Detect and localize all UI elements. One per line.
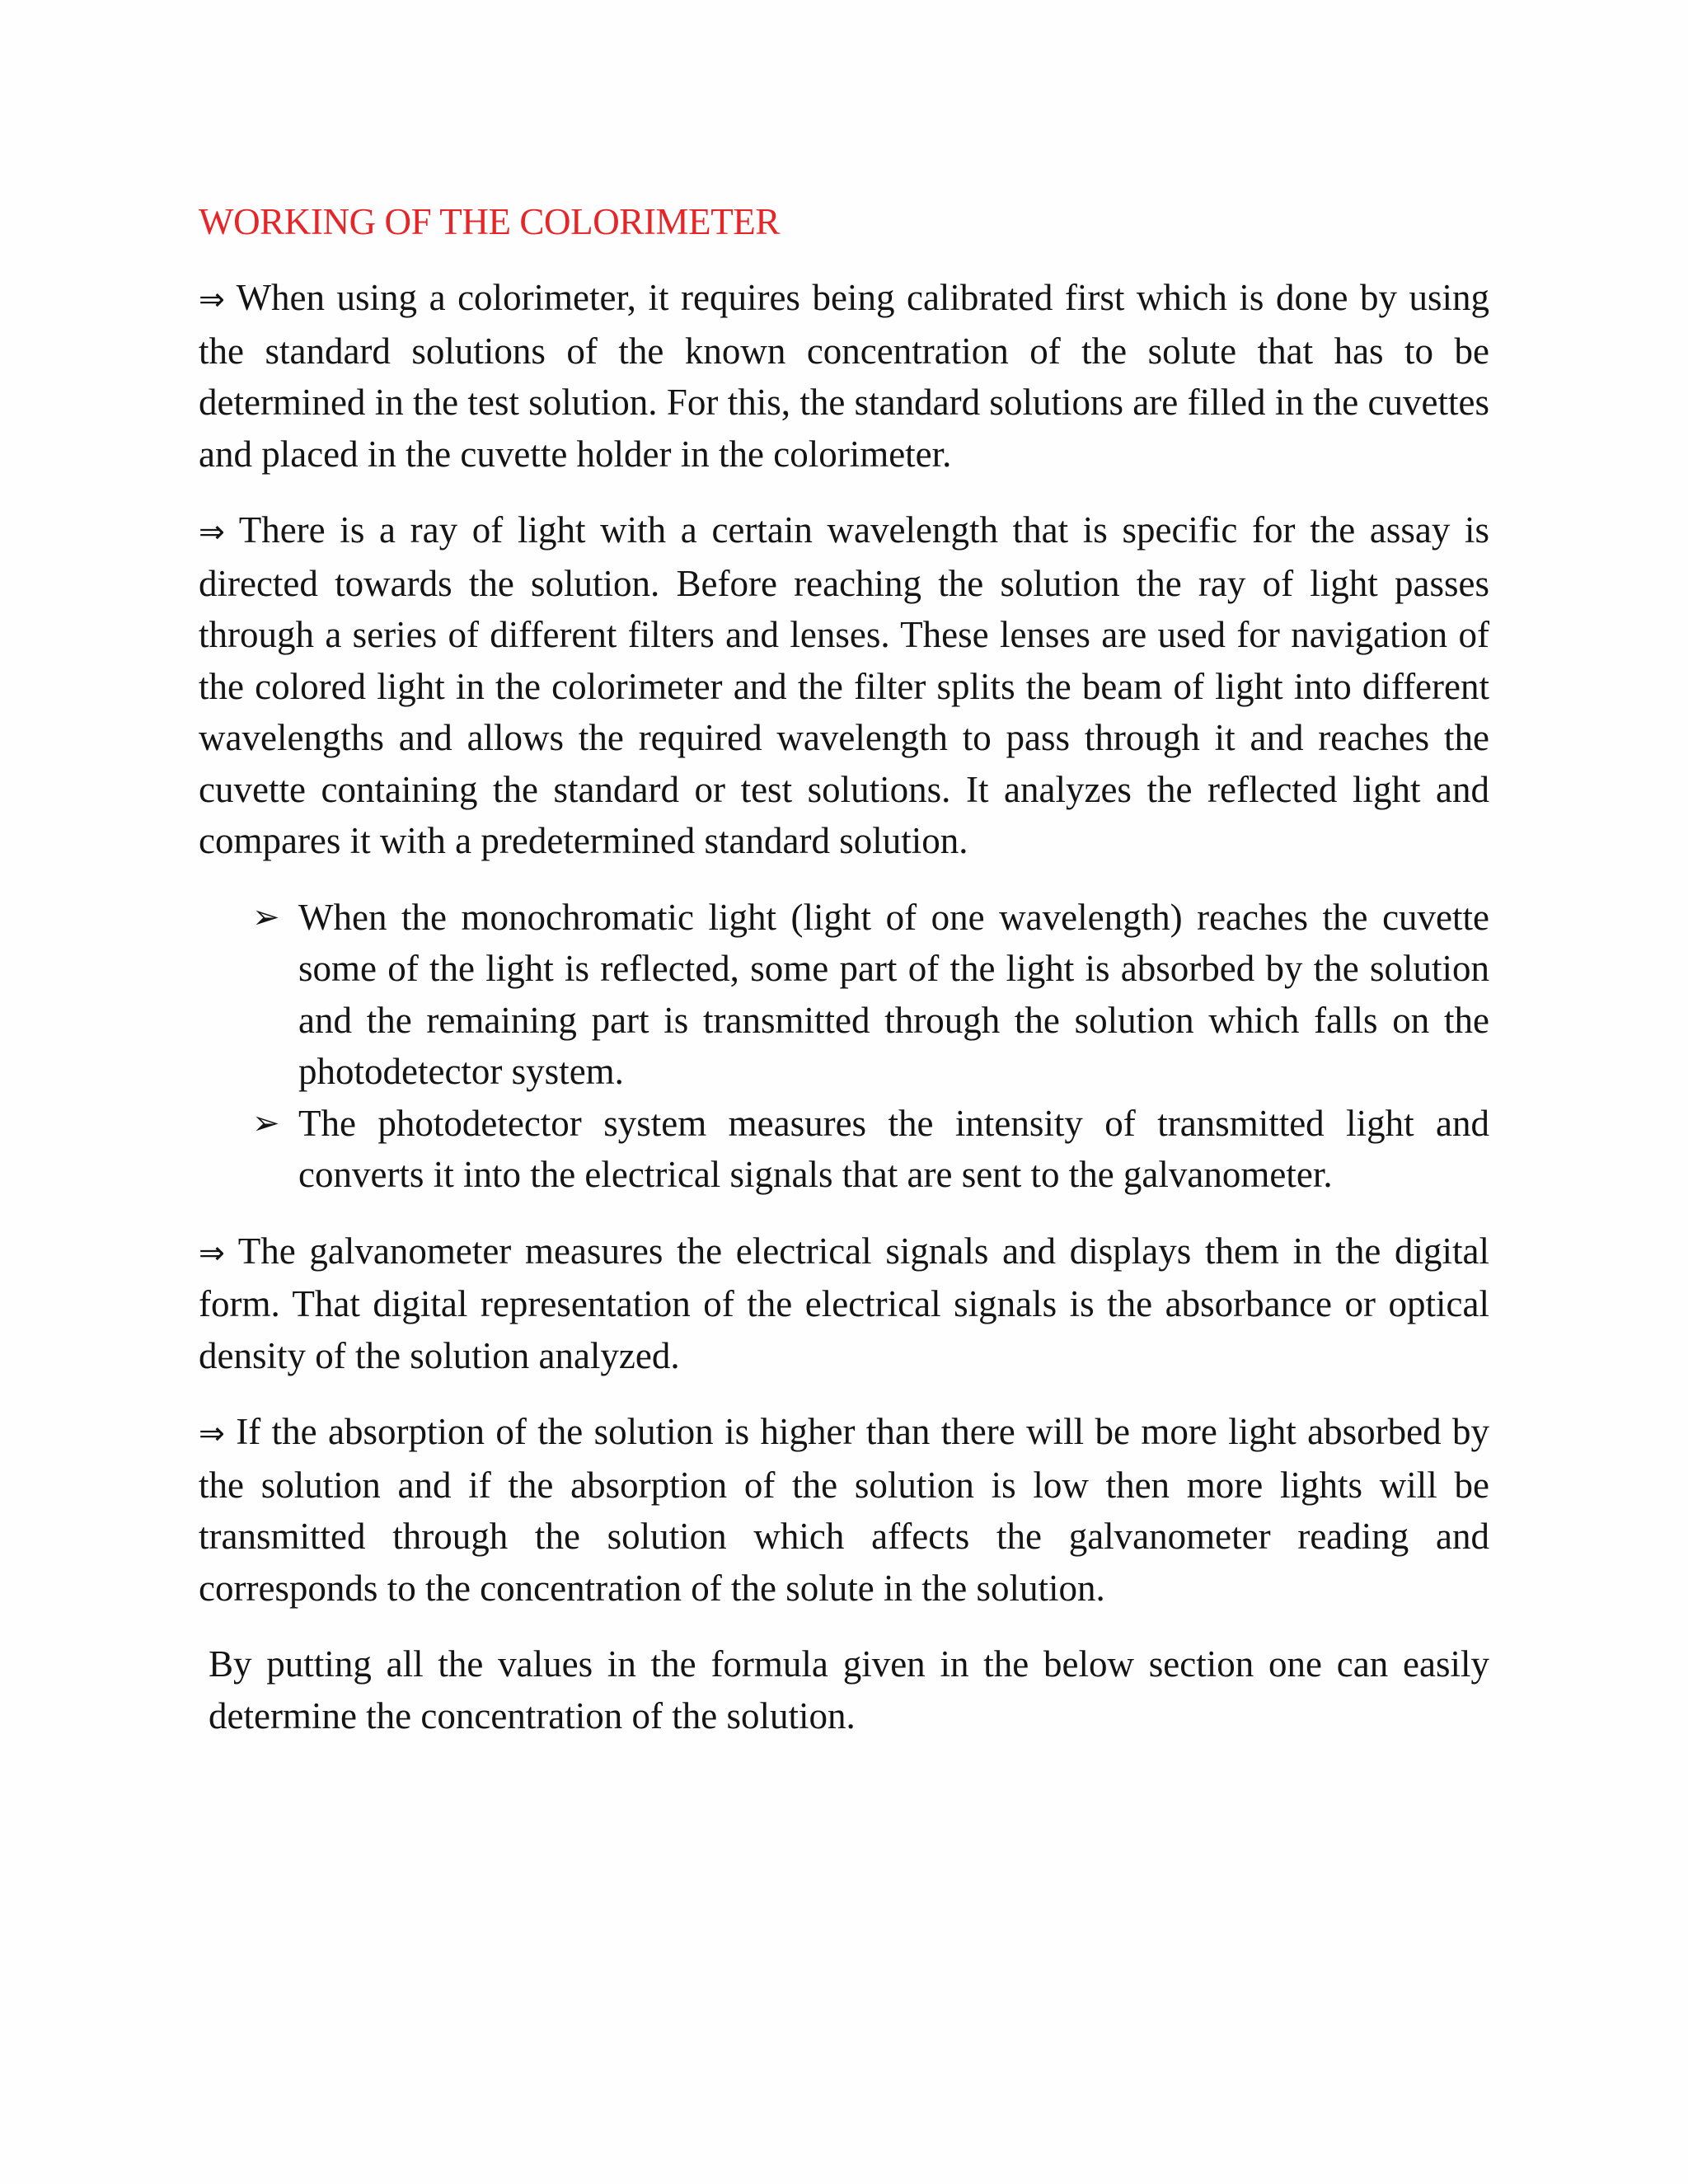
paragraph-light-path xyxy=(199,504,1489,867)
bullet-text: When the monochromatic light (light of one wavelength) reaches the cuvette some of the light is reflected, some part of the light is absorbed by the solution and the remaining part is transmitted through the solution which falls on the photodetector system. xyxy=(298,896,1489,1092)
paragraph-text: When using a colorimeter, it requires being calibrated first which is done by using the standard solutions of the known concentration of the solute that has to be determined in the test solution. For this, the standard solutions are filled in the cuvettes and placed in the cuvette holder in the colorimeter. xyxy=(199,277,1489,475)
implies-arrow-icon: ⇒ xyxy=(199,513,225,550)
bullet-item-monochromatic xyxy=(252,892,1489,1098)
bullet-text: The photodetector system measures the intensity of transmitted light and converts it into the electrical signals that are sent to the galvanometer. xyxy=(298,1102,1489,1195)
bullet-list xyxy=(199,892,1489,1201)
implies-arrow-icon: ⇒ xyxy=(199,1415,225,1451)
paragraph-text: The galvanometer measures the electrical signals and displays them in the digital form. That digital representation of the electrical signals is the absorbance or optical density of the solution analyzed. xyxy=(199,1230,1489,1376)
implies-arrow-icon: ⇒ xyxy=(199,1234,225,1271)
paragraph-closing: By putting all the values in the formula given in the below section one can easily determine the concentration of the solution. xyxy=(209,1643,1489,1736)
implies-arrow-icon: ⇒ xyxy=(199,281,225,317)
paragraph-absorption xyxy=(199,1406,1489,1614)
paragraph-text: There is a ray of light with a certain wavelength that is specific for the assay is directed towards the solution. Before reaching the solution the ray of light passes through a series of different filters and lenses. These lenses are used for navigation of the colored light in the colorimeter and the filter splits the beam of light into different wavelengths and allows the required wavelength to pass through it and reaches the cuvette containing the standard or test solutions. It analyzes the reflected light and compares it with a predetermined standard solution. xyxy=(199,509,1490,861)
paragraph-calibration xyxy=(199,272,1489,480)
paragraph-galvanometer xyxy=(199,1226,1489,1382)
document-body xyxy=(199,196,1489,1741)
page-title: WORKING OF THE COLORIMETER xyxy=(199,201,780,242)
paragraph-text: If the absorption of the solution is higher than there will be more light absorbed by the solution and if the absorption of the solution is low then more lights will be transmitted through the solution which affects the galvanometer reading and corresponds to the concentration of the solute in the solution. xyxy=(199,1411,1489,1609)
bullet-item-photodetector xyxy=(252,1098,1489,1201)
arrowhead-bullet-icon: ➢ xyxy=(252,1104,280,1142)
arrowhead-bullet-icon: ➢ xyxy=(252,898,280,936)
